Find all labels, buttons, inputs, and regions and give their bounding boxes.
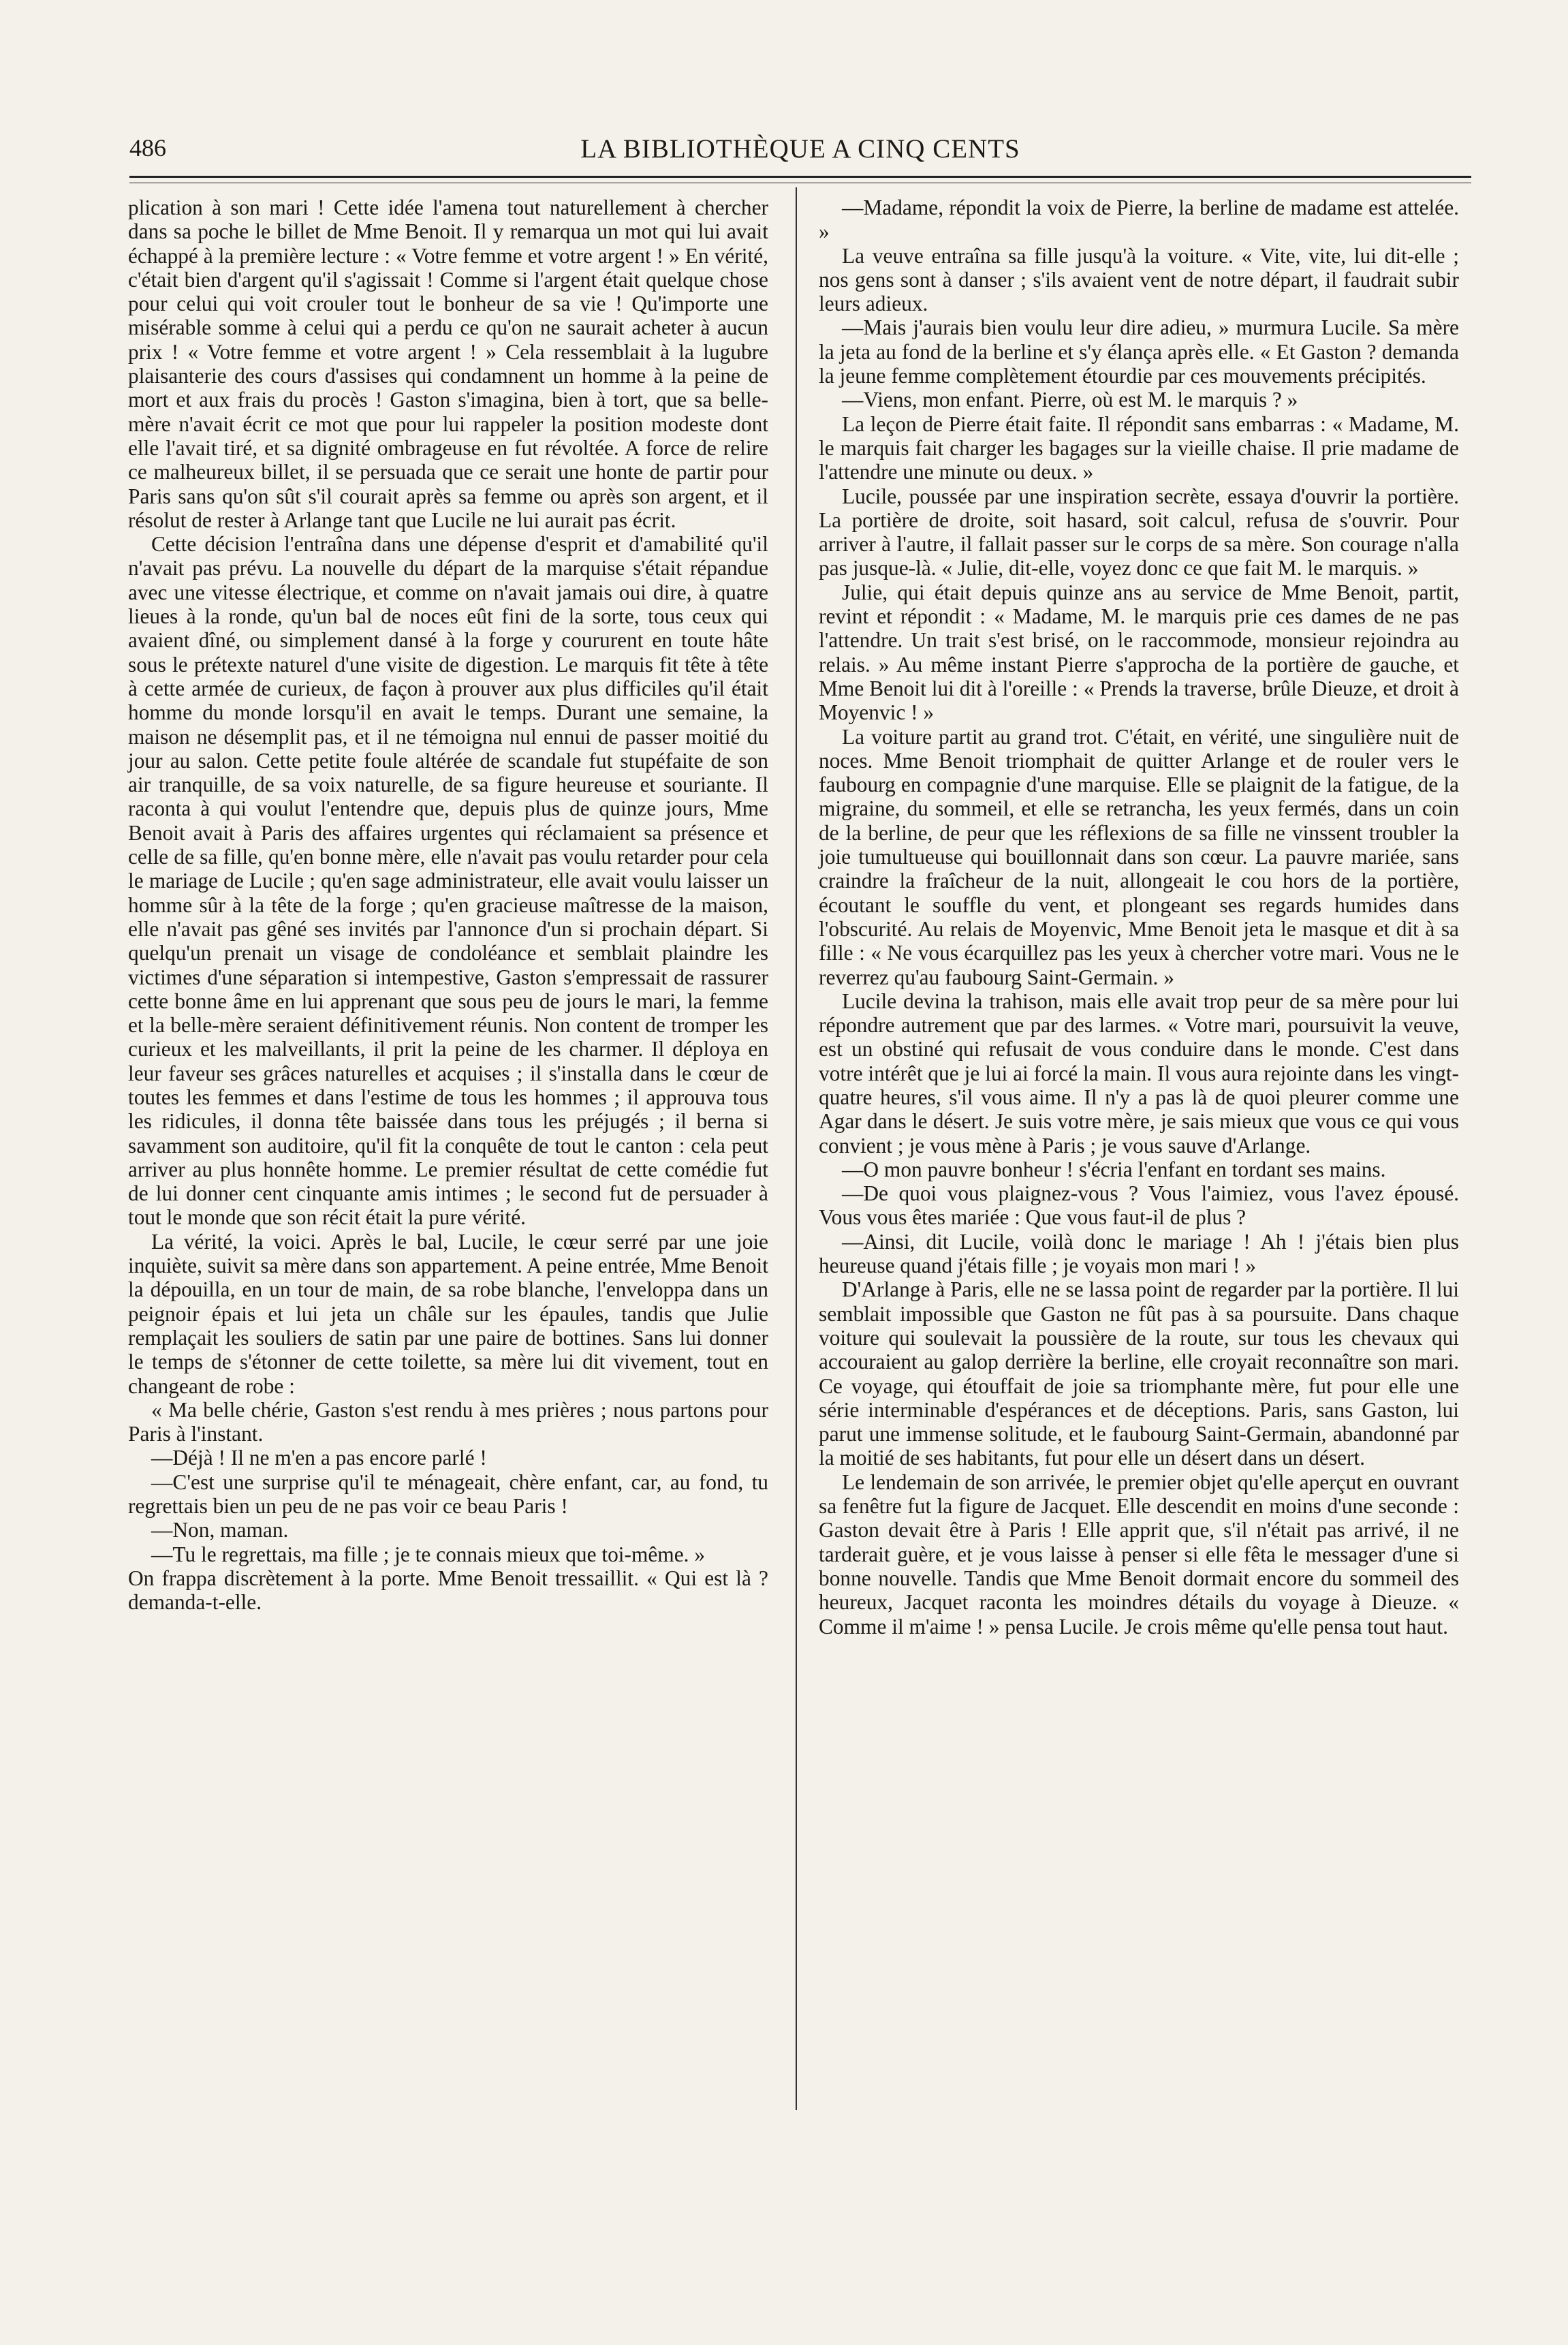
running-title: LA BIBLIOTHÈQUE A CINQ CENTS [580,134,1020,164]
paragraph: Lucile devina la trahison, mais elle avait trop peur de sa mère pour lui répondre autrement que par des larmes. « Votre mari, poursuivit la veuve, est un obstiné qui refusait de vous conduire dans le monde. C'est dans votre intérêt que je lui ai forcé la main. Il vous aura rejointe dans les vingt-quatre heures, s'il vous aime. Il n'y a pas là de quoi pleurer comme une Agar dans le désert. Je suis votre mère, je sais mieux que vous ce qui vous convient ; je vous mène à Paris ; je vous sauve d'Arlange. [819,989,1459,1158]
paragraph: plication à son mari ! Cette idée l'amena tout naturellement à chercher dans sa poche le billet de Mme Benoit. Il y remarqua un mot qui lui avait échappé à la première lecture : « Votre femme et votre argent ! » En vérité, c'était bien d'argent qu'il s'agissait ! Comme si l'argent était quelque chose pour celui qui voit crouler tout le bonheur de sa vie ! Qu'importe une misérable somme à celui qui a perdu ce qu'on ne saurait acheter à aucun prix ! « Votre femme et votre argent ! » Cela ressemblait à la lugubre plaisanterie des cours d'assises qui condamnent un homme à la peine de mort et aux frais du procès ! Gaston s'imagina, bien à tort, que sa belle-mère n'avait écrit ce mot que pour lui rappeler la position modeste dont elle l'avait tiré, et sa dignité ombrageuse en fut révoltée. A force de relire ce malheureux billet, il se persuada que ce serait une honte de partir pour Paris sans qu'on sût s'il courait après sa femme ou après son argent, et il résolut de rester à Arlange tant que Lucile ne lui aurait pas écrit. [128,196,768,532]
right-column [819,196,1459,1639]
paragraph: —Madame, répondit la voix de Pierre, la berline de madame est attelée. » [819,196,1459,244]
paragraph: La voiture partit au grand trot. C'était, en vérité, une singulière nuit de noces. Mme Benoit triomphait de quitter Arlange et de rouler vers le faubourg en compagnie d'une marquise. Elle se plaignit de la fatigue, de la migraine, du sommeil, et elle se retrancha, les yeux fermés, dans un coin de la berline, de peur que les réflexions de sa fille ne vinssent troubler la joie tumultueuse qui bouillonnait dans son cœur. La pauvre mariée, sans craindre la fraîcheur de la nuit, allongeait le cou hors de la portière, écoutant le souffle du vent, et plongeant ses regards humides dans l'obscurité. Au relais de Moyenvic, Mme Benoit jeta le masque et dit à sa fille : « Ne vous écarquillez pas les yeux à chercher votre mari. Vous ne le reverrez qu'au faubourg Saint-Germain. » [819,724,1459,989]
paragraph: —Déjà ! Il ne m'en a pas encore parlé ! [151,1446,487,1470]
page-header [129,134,1471,165]
paragraph: —Tu le regrettais, ma fille ; je te connais mieux que toi-même. » [151,1542,706,1566]
paragraph: La leçon de Pierre était faite. Il répondit sans embarras : « Madame, M. le marquis fait charger les bagages sur la vieille chaise. Il prie madame de l'attendre une minute ou deux. » [819,411,1459,484]
column-divider [796,187,797,2110]
paragraph: —O mon pauvre bonheur ! s'écria l'enfant en tordant ses mains. [842,1157,1386,1181]
paragraph: La veuve entraîna sa fille jusqu'à la voiture. « Vite, vite, lui dit-elle ; nos gens sont à danser ; s'ils avaient vent de notre départ, il faudrait subir leurs adieux. [819,243,1459,316]
paragraph: Julie, qui était depuis quinze ans au service de Mme Benoit, partit, revint et répondit : « Madame, M. le marquis prie ces dames de ne pas l'attendre. Un trait s'est brisé, on le raccommode, monsieur rejoindra au relais. » Au même instant Pierre s'approcha de la portière de gauche, et Mme Benoit lui dit à l'oreille : « Prends la traverse, brûle Dieuze, et droit à Moyenvic ! » [819,580,1459,725]
paragraph: Lucile, poussée par une inspiration secrète, essaya d'ouvrir la portière. La portière de droite, soit hasard, soit calcul, refusa de s'ouvrir. Pour arriver à l'autre, il fallait passer sur le corps de sa mère. Son courage n'alla pas jusque-là. « Julie, dit-elle, voyez donc ce que fait M. le marquis. » [819,484,1459,580]
paragraph: —Viens, mon enfant. Pierre, où est M. le marquis ? » [842,388,1298,412]
paragraph: —Non, maman. [151,1518,289,1542]
paragraph: « Ma belle chérie, Gaston s'est rendu à mes prières ; nous partons pour Paris à l'instant. [128,1397,768,1446]
header-rule [129,176,1471,178]
paragraph: —C'est une surprise qu'il te ménageait, chère enfant, car, au fond, tu regrettais bien un peu de ne pas voir ce beau Paris ! [128,1470,768,1519]
left-column [128,196,768,1615]
paragraph: On frappa discrètement à la porte. Mme Benoit tressaillit. « Qui est là ? demanda-t-elle. [128,1566,768,1615]
paragraph: —De quoi vous plaignez-vous ? Vous l'aimiez, vous l'avez épousé. Vous vous êtes mariée : Que vous faut-il de plus ? [819,1181,1459,1230]
paragraph: Cette décision l'entraîna dans une dépense d'esprit et d'amabilité qu'il n'avait pas prévu. La nouvelle du départ de la marquise s'était répandue avec une vitesse électrique, et comme on n'avait jamais oui dire, à quatre lieues à la ronde, qu'un bal de noces eût fini de la sorte, tous ceux qui avaient dîné, ou simplement dansé à la forge y coururent en toute hâte sous le prétexte naturel d'une visite de digestion. Le marquis fit tête à tête à cette armée de curieux, de façon à prouver aux plus difficiles qu'il était homme du monde lorsqu'il en avait le temps. Durant une semaine, la maison ne désemplit pas, et il ne témoigna nul ennui de passer moitié du jour au salon. Cette petite foule altérée de scandale fut stupéfaite de son air tranquille, de sa voix naturelle, de sa figure heureuse et souriante. Il raconta à qui voulut l'entendre que, depuis plus de quinze jours, Mme Benoit avait à Paris des affaires urgentes qui réclamaient sa présence et celle de sa fille, qu'en bonne mère, elle n'avait pas voulu retarder pour cela le mariage de Lucile ; qu'en sage administrateur, elle avait voulu laisser un homme sûr à la tête de la forge ; qu'en gracieuse maîtresse de la maison, elle n'avait pas gêné ses invités par l'annonce d'un si prochain départ. Si quelqu'un prenait un visage de condoléance et semblait plaindre les victimes d'une séparation si intempestive, Gaston s'empressait de rassurer cette bonne âme en lui apprenant que sous peu de jours le mari, la femme et la belle-mère seraient définitivement réunis. Non content de tromper les curieux et les malveillants, il prit la peine de les charmer. Il déploya en leur faveur ses grâces naturelles et acquises ; il s'installa dans le cœur de toutes les femmes et dans l'estime de tous les hommes ; il approuva tous les ridicules, il donna tête baissée dans tous les préjugés ; il berna si savamment son auditoire, qu'il fit la conquête de tout le canton : cela peut arriver au plus honnête homme. Le premier résultat de cette comédie fut de lui donner cent cinquante amis intimes ; le second fut de persuader à tout le monde que son récit était la pure vérité. [128,532,768,1230]
paragraph: D'Arlange à Paris, elle ne se lassa point de regarder par la portière. Il lui semblait impossible que Gaston ne fût pas à sa poursuite. Dans chaque voiture qui soulevait la poussière de la route, sur tous les chevaux qui accouraient au galop derrière la berline, elle croyait reconnaître son mari. Ce voyage, qui étouffait de joie sa triomphante mère, fut pour elle une série interminable d'espérances et de déceptions. Paris, sans Gaston, lui parut une immense solitude, et le faubourg Saint-Germain, abandonné par la moitié de ses habitants, fut pour elle un désert dans un désert. [819,1277,1459,1470]
paragraph: —Ainsi, dit Lucile, voilà donc le mariage ! Ah ! j'étais bien plus heureuse quand j'étais fille ; je voyais mon mari ! » [819,1229,1459,1278]
paragraph: Le lendemain de son arrivée, le premier objet qu'elle aperçut en ouvrant sa fenêtre fut la figure de Jacquet. Elle descendit en moins d'une seconde : Gaston devait être à Paris ! Elle apprit que, s'il n'était pas arrivé, il ne tarderait guère, et je vous laisse à penser si elle fêta le messager d'une si bonne nouvelle. Tandis que Mme Benoit dormait encore du sommeil des heureux, Jacquet raconta les moindres détails du voyage à Dieuze. « Comme il m'aime ! » pensa Lucile. Je crois même qu'elle pensa tout haut. [819,1470,1459,1639]
paragraph: La vérité, la voici. Après le bal, Lucile, le cœur serré par une joie inquiète, suivit sa mère dans son appartement. A peine entrée, Mme Benoit la dépouilla, en un tour de main, de sa robe blanche, l'enveloppa dans un peignoir épais et lui jeta un châle sur les épaules, tandis que Julie remplaçait les souliers de satin par une paire de bottines. Sans lui donner le temps de s'étonner de cette toilette, sa mère lui dit vivement, tout en changeant de robe : [128,1229,768,1398]
page-number: 486 [129,134,166,161]
paragraph: —Mais j'aurais bien voulu leur dire adieu, » murmura Lucile. Sa mère la jeta au fond de la berline et s'y élança après elle. « Et Gaston ? demanda la jeune femme complètement étourdie par ces mouvements précipités. [819,315,1459,388]
